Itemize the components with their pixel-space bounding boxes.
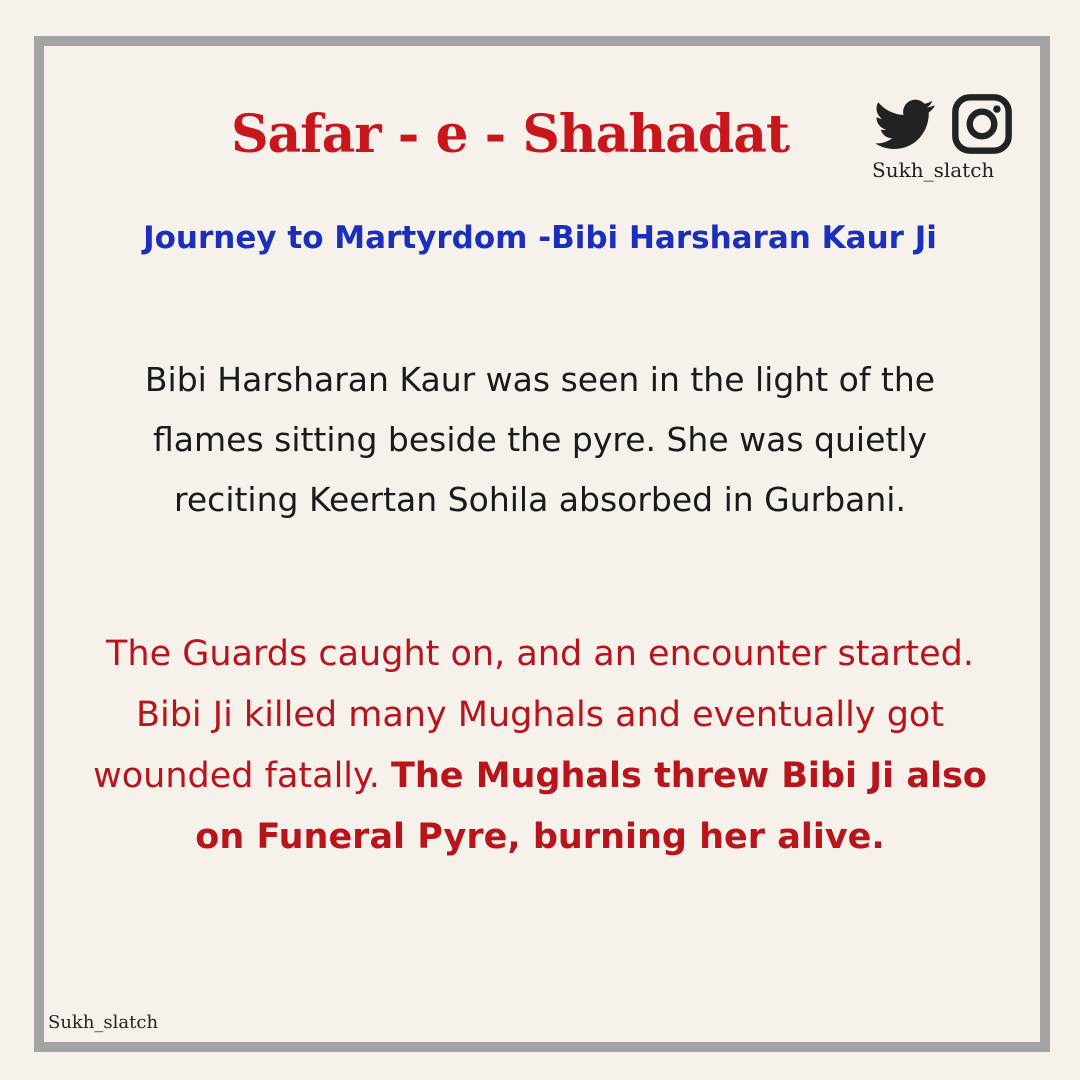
social-block bbox=[868, 92, 1018, 192]
paragraph-encounter-text: The Guards caught on, and an encounter started. Bibi Ji killed many Mughals and eventually got wounded fatally. bbox=[93, 634, 974, 796]
twitter-icon[interactable] bbox=[870, 94, 940, 154]
watermark-handle: Sukh_slatch bbox=[48, 1012, 159, 1033]
paragraph-intro: Bibi Harsharan Kaur was seen in the light of the flames sitting beside the pyre. She was quietly reciting Keertan Sohila absorbed in Gurbani. bbox=[144, 360, 936, 519]
paragraph-encounter bbox=[90, 624, 990, 868]
instagram-icon[interactable] bbox=[950, 92, 1014, 156]
paragraph-encounter-emphasis: The Mughals threw Bibi Ji also on Funeral Pyre, burning her alive. bbox=[195, 756, 987, 857]
page-subtitle: Journey to Martyrdom -Bibi Harsharan Kaur Ji bbox=[143, 220, 937, 256]
social-handle: Sukh_slatch bbox=[872, 158, 995, 182]
page-title: Safar - e - Shahadat bbox=[231, 104, 789, 165]
